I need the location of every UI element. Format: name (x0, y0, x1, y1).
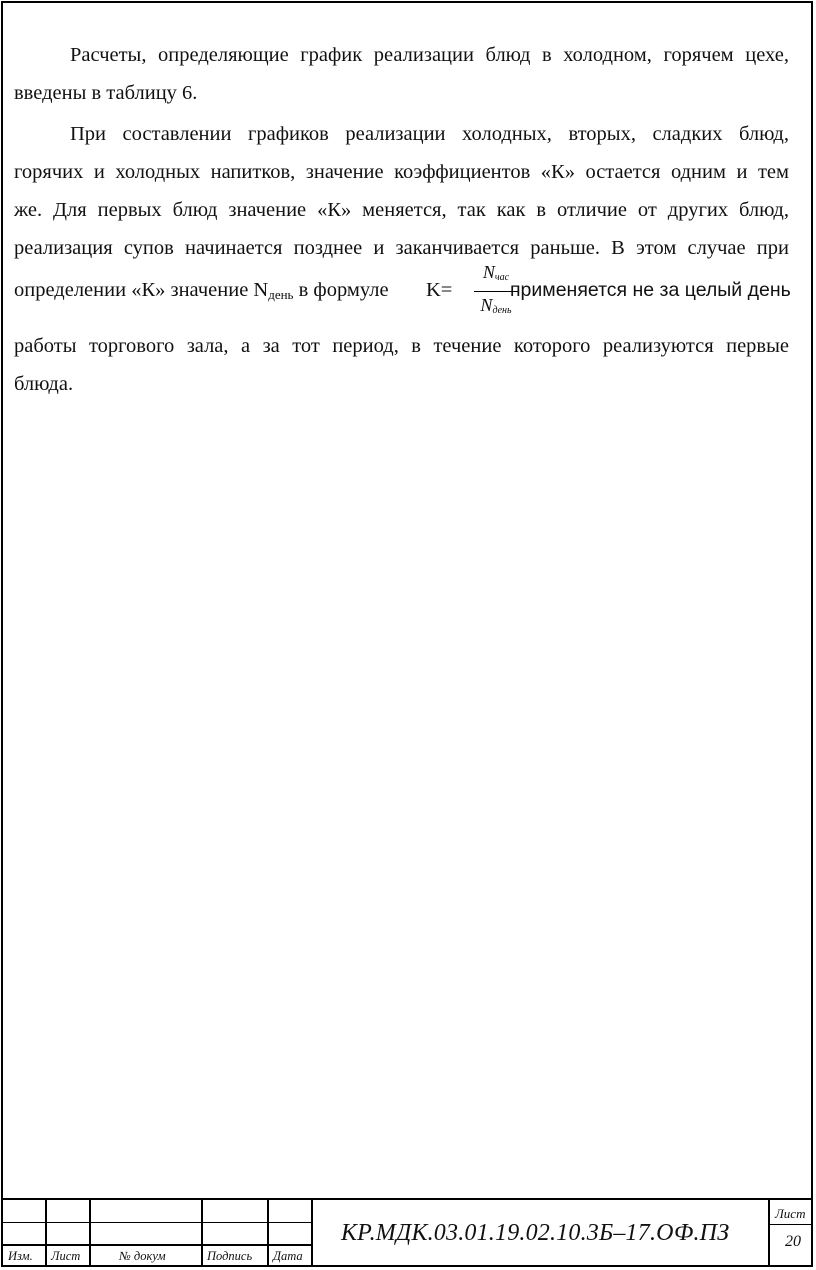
paragraph-2-line-1: При составлении графиков реализации холодных, вторых, сладких блюд, (70, 123, 789, 145)
label-date: Дата (273, 1249, 303, 1263)
title-block (1, 1198, 813, 1267)
paragraph-2 (14, 115, 789, 403)
paragraph-2-line-2: горячих и холодных напитков, значение коэффициентов «К» остается одним и тем (14, 161, 789, 183)
sheet-number: 20 (785, 1233, 801, 1250)
stamp-divider (267, 1200, 269, 1267)
fraction-numerator: Nчас (482, 262, 510, 283)
label-doc-num: № докум (119, 1249, 166, 1263)
label-signature: Подпись (207, 1249, 253, 1263)
formula-text-after: применяется не за целый день (510, 279, 791, 301)
stamp-divider (311, 1200, 313, 1267)
formula-line (14, 262, 791, 327)
fraction-denominator: Nдень (480, 295, 512, 316)
formula-k-equals: K= (426, 279, 453, 301)
stamp-row-line (1, 1222, 313, 1223)
paragraph-2-line-4: реализация супов начинается позднее и заканчивается раньше. В этом случае при (14, 237, 789, 259)
document-body (14, 36, 789, 403)
stamp-row-line (1, 1244, 313, 1246)
stamp-divider (201, 1200, 203, 1267)
label-list: Лист (51, 1249, 81, 1263)
subscript-den: день (268, 287, 294, 302)
stamp-divider (89, 1200, 91, 1267)
stamp-divider (45, 1200, 47, 1267)
paragraph-1: Расчеты, определяющие график реализации блюд в холодном, горячем цехе, введены в таблицу 6. (14, 44, 789, 104)
sheet-label: Лист (775, 1206, 806, 1221)
formula-text-before: определении «К» значение $N_{день}$ в формуле (14, 279, 389, 302)
paragraph-2-tail-line-1: работы торгового зала, а за тот период, в течение которого реализуются первые (14, 335, 789, 357)
stamp-divider (768, 1200, 770, 1267)
paragraph-2-line-3: же. Для первых блюд значение «К» меняется, так как в отличие от других блюд, (14, 199, 789, 221)
sheet-divider (769, 1224, 813, 1225)
label-izm: Изм. (8, 1249, 33, 1263)
paragraph-2-tail-line-2: блюда. (14, 373, 74, 395)
document-code: КР.МДК.03.01.19.02.10.3Б–17.ОФ.ПЗ (341, 1220, 730, 1246)
